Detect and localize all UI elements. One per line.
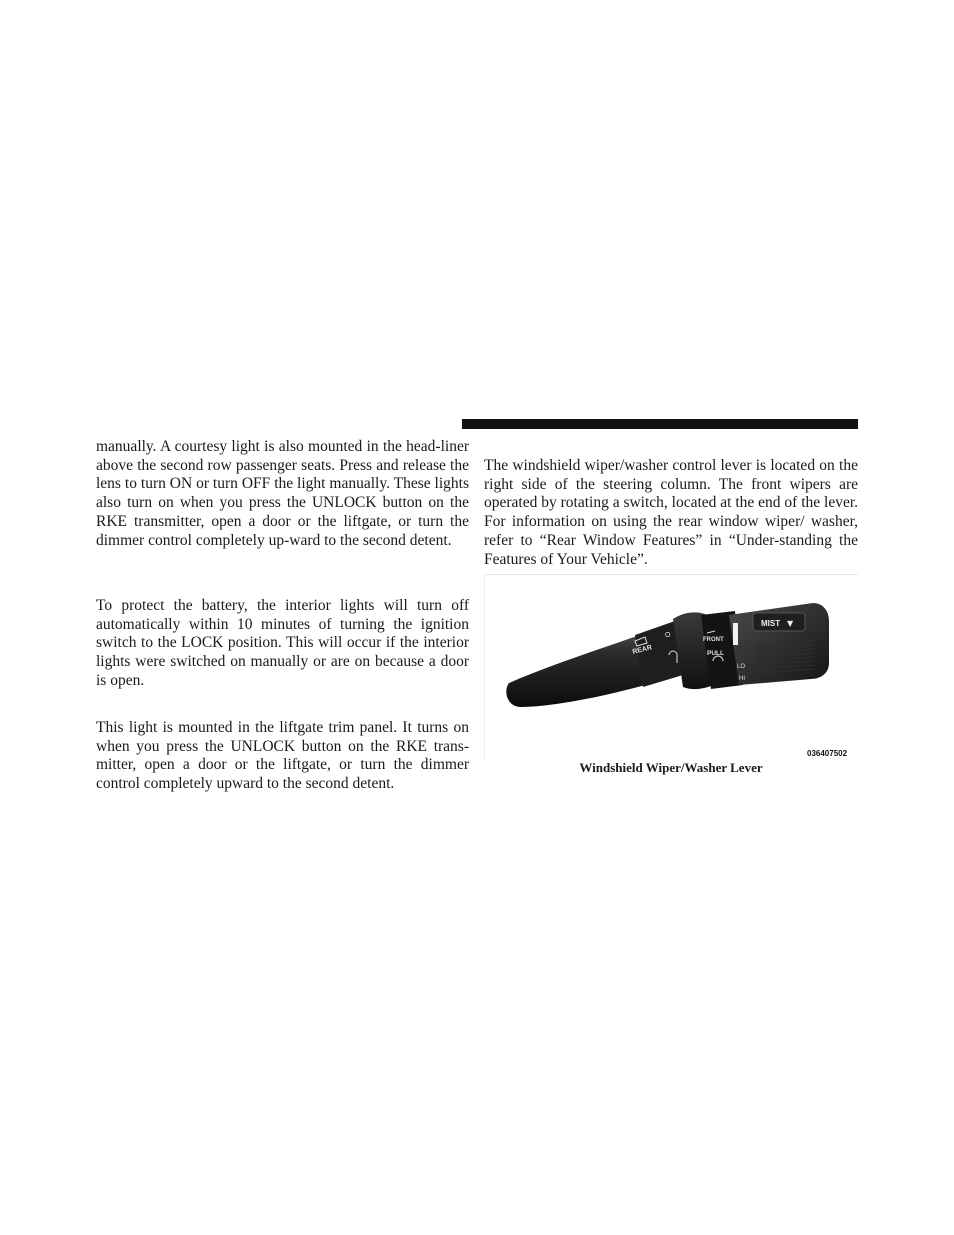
paragraph-courtesy-light: manually. A courtesy light is also mounted in the head-liner above the second row passenger seats. Press and release the lens to turn ON or turn OFF the light manually. These lights also turn on when you press the UNLOCK button on the RKE transmitter, open a door or the liftgate, or turn the dimmer control completely up-ward to the second detent. <box>96 438 469 549</box>
label-mist-arrow: ▼ <box>787 619 794 628</box>
figure-caption: Windshield Wiper/Washer Lever <box>579 760 763 775</box>
wiper-lever-figure <box>484 574 858 760</box>
section-header-bar <box>462 419 858 429</box>
label-lo: LO <box>737 664 746 670</box>
label-off: O <box>665 632 671 639</box>
indicator-mark <box>733 623 738 645</box>
label-hi: HI <box>739 676 745 682</box>
label-pull: PULL <box>707 650 724 657</box>
label-mist: MIST <box>761 619 781 628</box>
paragraph-liftgate-light: This light is mounted in the liftgate trim panel. It turns on when you press the UNLOCK button on the RKE trans-mitter, open a door or the liftgate, or turn the dimmer control completely upward to the second detent. <box>96 719 469 793</box>
paragraph-battery-saver: To protect the battery, the interior lights will turn off automatically within 10 minutes of turning the ignition switch to the LOCK position. This will occur if the interior lights were switched on manually or are on because a door is open. <box>96 597 469 689</box>
label-front: FRONT <box>703 637 724 643</box>
paragraph-wiper-lever: The windshield wiper/washer control lever is located on the right side of the steering column. The front wipers are operated by rotating a switch, located at the end of the lever. For information on using the rear window wiper/ washer, refer to “Rear Window Features” in “Under-standing the Features of Your Vehicle”. <box>484 457 859 568</box>
wiper-lever-illustration <box>485 575 858 760</box>
label-rear: REAR <box>631 644 653 656</box>
image-code: 036407502 <box>807 749 848 758</box>
